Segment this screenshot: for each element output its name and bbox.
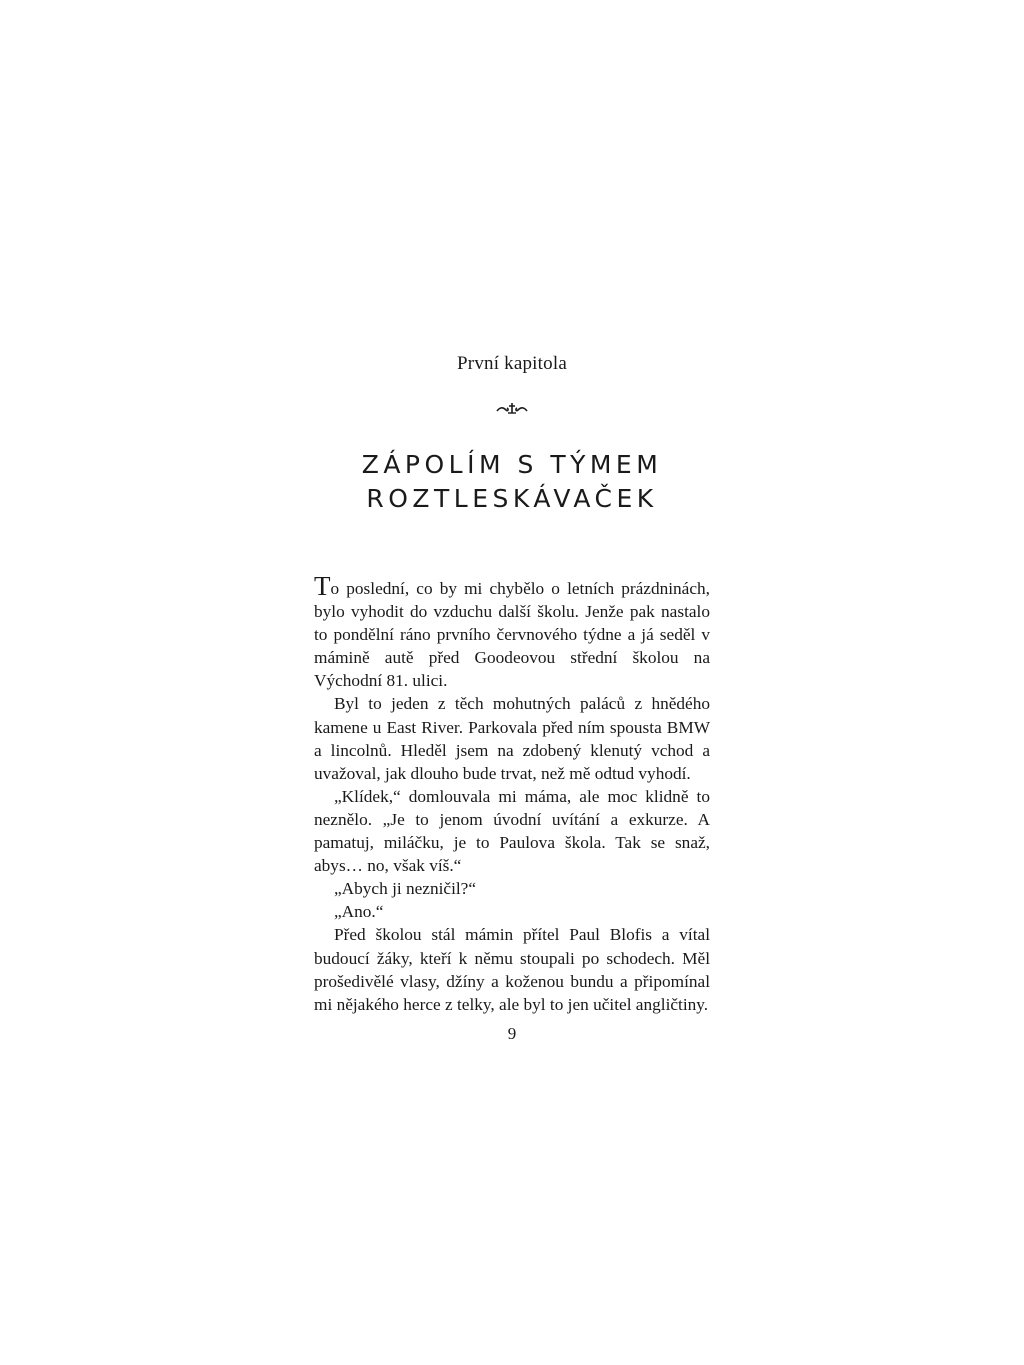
- paragraph-1-text: o poslední, co by mi chybělo o letních prázdninách, bylo vyhodit do vzduchu další školu. Jenže pak nastalo to pondělní ráno prvního červnového týdne a já seděl v mámině autě před Goodeovou střední školou na Východní 81. ulici.: [314, 579, 710, 691]
- paragraph-6: Před školou stál mámin přítel Paul Blofis a vítal budoucí žáky, kteří k němu stoupali po schodech. Měl prošedivělé vlasy, džíny a koženou bundu a připomínal mi nějakého herce z telky, ale byl to jen učitel angličtiny.: [314, 925, 710, 1014]
- chapter-label: První kapitola: [457, 353, 567, 374]
- paragraph-4: „Abych ji nezničil?“: [334, 879, 477, 899]
- page-number: 9: [507, 1024, 517, 1043]
- drop-initial: T: [314, 571, 331, 601]
- chapter-title-line-2: ROZTLESKÁVAČEK: [366, 484, 658, 513]
- chapter-title-line-1: ZÁPOLÍM S TÝMEM: [361, 450, 663, 479]
- paragraph-1: [314, 573, 710, 692]
- paragraph-3: „Klídek,“ domlouvala mi máma, ale moc klidně to neznělo. „Je to jenom úvodní uvítání a exkurze. A pamatuj, miláčku, je to Paulova škola. Tak se snaž, abys… no, však víš.“: [314, 786, 710, 876]
- paragraph-5: „Ano.“: [334, 902, 384, 922]
- fleuron-ornament-icon: [0, 401, 1024, 417]
- chapter-body: [314, 573, 710, 1016]
- chapter-title: [0, 448, 1024, 516]
- paragraph-2: Byl to jeden z těch mohutných paláců z hnědého kamene u East River. Parkovala před ním spousta BMW a lincolnů. Hleděl jsem na zdobený klenutý vchod a uvažoval, jak dlouho bude trvat, než mě odtud vyhodí.: [314, 694, 710, 783]
